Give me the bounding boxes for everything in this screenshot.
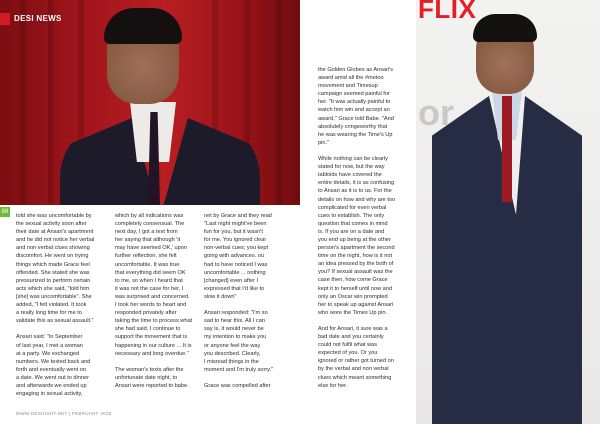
paragraph: the Golden Globes as Ansari's award amid all the #metoo movement and Timesup campaign seemed painful for her. "It was actually painful to watch him win and accept an award," Grace told Babe. "And absolutely cringeworthy that he was wearing the Time's Up pin." (318, 67, 394, 146)
backdrop-text: or (418, 92, 454, 133)
section-tag (0, 12, 62, 25)
article-column-1 (16, 212, 100, 420)
paragraph: And for Ansari, it sure was a bad date and you certainly could not fulfil what was expected of you. Or you ignored or rather got turned on by the verbal and non verbal clues which meant something else for her. (318, 326, 394, 389)
paragraph: which by all indications was completely consensual. The next day, I got a text from her saying that although 'it may have seemed OK,' upon further reflection, she felt uncomfortable. It was true that everything did seem OK to me, so when I heard that it was not the case for her, I was surprised and concerned. I took her words to heart and responded privately after taking the time to process what she had said. I continue to support the movement that is happening in our culture ... It is necessary and long overdue." (115, 213, 193, 357)
paragraph: told she was uncomfortable by the sexual activity soon after their date at Ansari's apartment and he did not notice her verbal and non verbal clues showing discomfort. He went on trying things which made Grace feel offended. She stated she was pressurized to perform certain acts which she said, "told him [she] was uncomfortable". She added, "I felt violated. It took a really long time for me to validate this as sexual assault." (16, 213, 95, 325)
section-tag-marker (0, 13, 10, 25)
backdrop-logo: FLIX (418, 0, 477, 24)
section-tag-label: DESI NEWS (14, 14, 62, 23)
page-number: 88 (1, 209, 9, 215)
page-footer: WWW.DESHIGHT.NET | FEBRUARY 2018 (16, 411, 112, 416)
paragraph: Ansari said: "In September of last year, I met a woman at a party. We exchanged numbers. We texted back and forth and eventually went on a date. We went out to dinner and afterwards we ended up engaging in sexual activity, (16, 334, 91, 398)
article-column-3 (204, 212, 289, 412)
article-column-2 (115, 212, 198, 412)
portrait-photo-left (0, 0, 300, 205)
paragraph: net by Grace and they read "Last night might've been fun for you, but it wasn't for me. You ignored clear non-verbal cues; you kept going with advances. ou had to have noticed I was uncomfortable ... nothing [changed] even after I expressed that I'd like to slow it down" (204, 213, 272, 300)
article-column-4 (318, 66, 406, 422)
paragraph: Ansari responded: "I'm so sad to hear this. All I can say is, it would never be my intention to make you or anyone feel the way you described. Clearly, I misread things in the moment and I'm truly sorry." (204, 310, 274, 373)
paragraph: The woman's texts after the unfortunate date night, to Ansari were reported to babe. (115, 366, 189, 389)
paragraph: While nothing can be clearly stated for now, but the way tabloids have covered the entire details, it is as confusing to Ansari as it is to us. For the details on how and why are too complicated for even verbal cues to establish. The only question that comes in mind is. If you are on a date and you end up being at the other person's apartment the second time on the night, how is it not an idea pressed by the both of you? If sexual assault was the case then, how come Grace kept it to herself until now and only an Oscar win prompted her to speak up against Ansari who wore the Times Up pin. (318, 156, 396, 316)
paragraph: Grace was compelled after (204, 382, 271, 389)
portrait-photo-right (416, 0, 600, 424)
